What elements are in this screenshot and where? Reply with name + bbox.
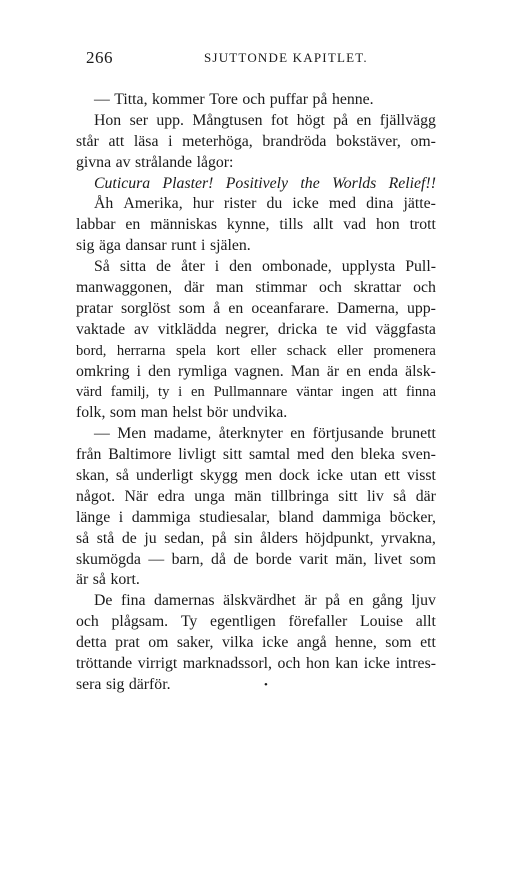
running-head: SJUTTONDE KAPITLET. bbox=[204, 50, 368, 65]
text-line: skumögda — barn, då de borde varit män, livet som bbox=[76, 550, 436, 568]
text-line: Så sitta de åter i den ombonade, upplysta Pull- bbox=[94, 258, 436, 276]
text-line: labbar en människas kynne, tills allt vad hon trott bbox=[76, 216, 436, 234]
text-line: Hon ser upp. Mångtusen fot högt på en fjällvägg bbox=[94, 111, 436, 129]
text-line: givna av strålande lågor: bbox=[76, 153, 234, 171]
end-ornament: • bbox=[264, 679, 268, 691]
text-line: och plågsam. Ty egentligen förefaller Louise allt bbox=[76, 613, 436, 631]
text-line: är så kort. bbox=[76, 571, 140, 589]
text-line: vaktade av vitklädda negrer, dricka te vid väggfasta bbox=[76, 320, 436, 338]
text-line: står att läsa i meterhöga, brandröda bokstäver, om- bbox=[76, 132, 436, 150]
text-line: sera sig därför. bbox=[76, 675, 171, 693]
text-line: folk, som man helst bör undvika. bbox=[76, 404, 288, 422]
body-text bbox=[76, 90, 436, 696]
text-line: — Titta, kommer Tore och puffar på henne. bbox=[94, 91, 374, 108]
text-line: De fina damernas älskvärdhet är på en gång ljuv bbox=[94, 592, 436, 610]
text-line: länge i dammiga studiesalar, bland dammiga böcker, bbox=[76, 508, 436, 526]
text-line: detta prat om saker, vilka icke angå henne, som ett bbox=[76, 634, 436, 652]
text-line: så stå de ju sedan, på sin ålders höjdpunkt, yrvakna, bbox=[76, 529, 436, 547]
text-line: från Baltimore livligt sitt samtal med den bleka sven- bbox=[76, 446, 436, 464]
text-line: Åh Amerika, hur rister du icke med dina jätte- bbox=[94, 195, 436, 213]
text-line: omkring i den rymliga vagnen. Man är en enda älsk- bbox=[76, 362, 436, 380]
text-line: Cuticura Plaster! Positively the Worlds Relief!! bbox=[94, 174, 436, 192]
text-line: bord, herrarna spela kort eller schack eller promenera bbox=[76, 342, 436, 359]
text-line: värd familj, ty i en Pullmannare väntar ingen att finna bbox=[76, 384, 436, 401]
page-header bbox=[86, 48, 396, 70]
text-line: något. När edra unga män tillbringa sitt liv så där bbox=[76, 487, 436, 505]
text-line: — Men madame, återknyter en förtjusande brunett bbox=[94, 425, 436, 443]
text-line: skan, så underligt skygg men dock icke utan ett visst bbox=[76, 467, 436, 485]
page-number: 266 bbox=[86, 48, 113, 67]
text-line: sig äga dansar runt i själen. bbox=[76, 237, 251, 255]
text-line: pratar sorglöst som å en oceanfarare. Damerna, upp- bbox=[76, 299, 436, 317]
text-line: manwaggonen, där man stimmar och skrattar och bbox=[76, 279, 436, 297]
text-line: tröttande virrigt marknadssorl, och hon kan icke intres- bbox=[76, 655, 436, 673]
